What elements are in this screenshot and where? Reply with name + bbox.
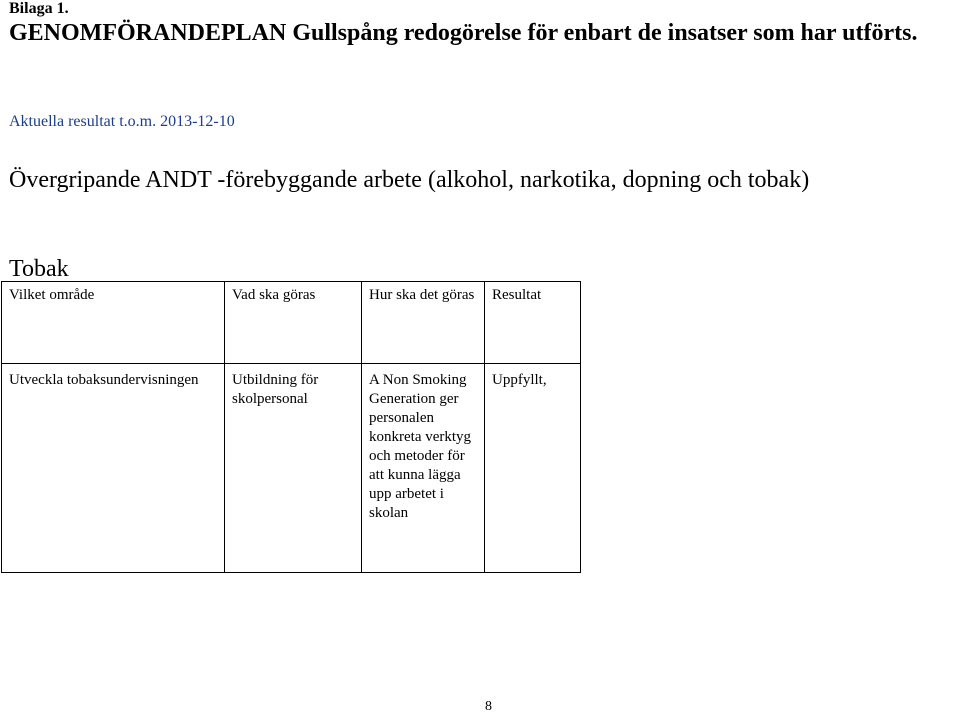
section-heading: Övergripande ANDT -förebyggande arbete (alkohol, narkotika, dopning och tobak)	[9, 167, 810, 193]
table-header-row	[2, 282, 581, 364]
document-title: GENOMFÖRANDEPLAN Gullspång redogörelse för enbart de insatser som har utförts.	[9, 20, 918, 46]
header-result: Resultat	[492, 287, 542, 303]
subsection-heading: Tobak	[9, 256, 69, 282]
plan-table	[1, 281, 581, 573]
cell-result: Uppfyllt,	[492, 372, 547, 388]
table-cell	[2, 364, 225, 573]
header-how: Hur ska det göras	[369, 287, 475, 303]
table-cell	[485, 364, 581, 573]
appendix-label: Bilaga 1.	[9, 0, 69, 17]
header-what: Vad ska göras	[232, 287, 316, 303]
table-cell	[362, 364, 485, 573]
cell-how: A Non Smoking Generation ger personalen konkreta verktyg och metoder för att kunna lägga upp arbetet i skolan	[369, 372, 472, 521]
table-header-cell	[2, 282, 225, 364]
cell-what: Utbildning för skolpersonal	[232, 372, 319, 407]
table-row	[2, 364, 581, 573]
table-header-cell	[225, 282, 362, 364]
table-header-cell	[485, 282, 581, 364]
cell-area: Utveckla tobaksundervisningen	[9, 372, 199, 388]
table-header-cell	[362, 282, 485, 364]
header-area: Vilket område	[9, 287, 95, 303]
table-cell	[225, 364, 362, 573]
page-number: 8	[485, 699, 492, 714]
status-line: Aktuella resultat t.o.m. 2013-12-10	[9, 113, 235, 130]
